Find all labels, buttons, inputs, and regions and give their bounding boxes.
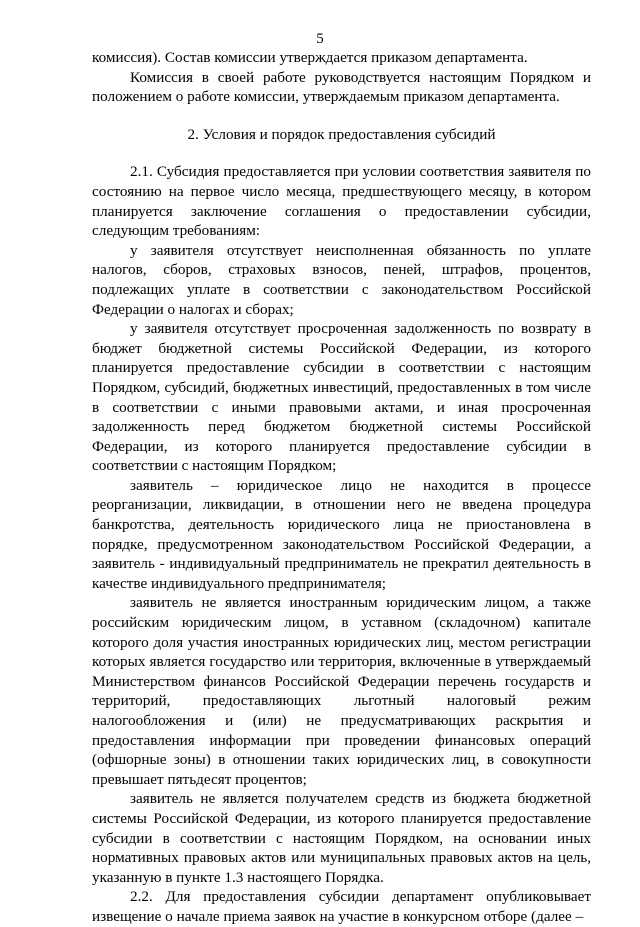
paragraph-2-2: 2.2. Для предоставления субсидии департамент опубликовывает извещение о начале приема заявок на участие в конкурсном отборе (далее – [92,888,591,925]
paragraph-commission-composition: комиссия). Состав комиссии утверждается приказом департамента. [92,49,528,66]
document-body [92,48,591,927]
requirement-no-budget-debt: у заявителя отсутствует просроченная задолженность по возврату в бюджет бюджетной системы Российской Федерации, из которого планируется предоставление субсидии в соответствии с настоящим Порядком, субсидий, бюджетных инвестиций, предоставленных в том числе в соответствии с иными правовыми актами, и иная просроченная задолженность перед бюджетом бюджетной системы Российской Федерации, из которого планируется предоставление субсидии в соответствии с настоящим Порядком; [92,320,591,475]
page-number: 5 [316,31,324,47]
paragraph-commission-guidance: Комиссия в своей работе руководствуется настоящим Порядком и положением о работе комиссии, утверждаемым приказом департамента. [92,68,591,106]
requirement-no-tax-debt: у заявителя отсутствует неисполненная обязанность по уплате налогов, сборов, страховых взносов, пеней, штрафов, процентов, подлежащих уплате в соответствии с законодательством Российской Федерации о налогах и сборах; [92,241,591,318]
section-heading: 2. Условия и порядок предоставления субсидий [187,125,496,143]
paragraph-2-1: 2.1. Субсидия предоставляется при условии соответствия заявителя по состоянию на первое число месяца, предшествующего месяцу, в котором планируется заключение соглашения о предоставлении субсидии, следующим требованиям: [92,163,591,240]
requirement-not-foreign-entity: заявитель не является иностранным юридическим лицом, а также российским юридическим лицом, в уставном (складочном) капитале которого доля участия иностранных юридических лиц, местом регистрации которых является государство или территория, включенные в утверждаемый Министерством финансов Российской Федерации перечень государств и территорий, предоставляющих льготный налоговый режим налогообложения и (или) не предусматривающих раскрытия и предоставления информации при проведении финансовых операций (офшорные зоны) в отношении таких юридических лиц, в совокупности превышает пятьдесят процентов; [92,594,591,788]
requirement-not-in-liquidation: заявитель – юридическое лицо не находится в процессе реорганизации, ликвидации, в отношении него не введена процедура банкротства, деятельность юридического лица не приостановлена в порядке, предусмотренном законодательством Российской Федерации, а заявитель - индивидуальный предприниматель не прекратил деятельность в качестве индивидуального предпринимателя; [92,476,591,592]
requirement-not-other-recipient: заявитель не является получателем средств из бюджета бюджетной системы Российской Федерации, из которого планируется предоставление субсидии в соответствии с настоящим Порядком, на основании иных нормативных правовых актов или муниципальных правовых актов на цель, указанную в пункте 1.3 настоящего Порядка. [92,790,591,886]
